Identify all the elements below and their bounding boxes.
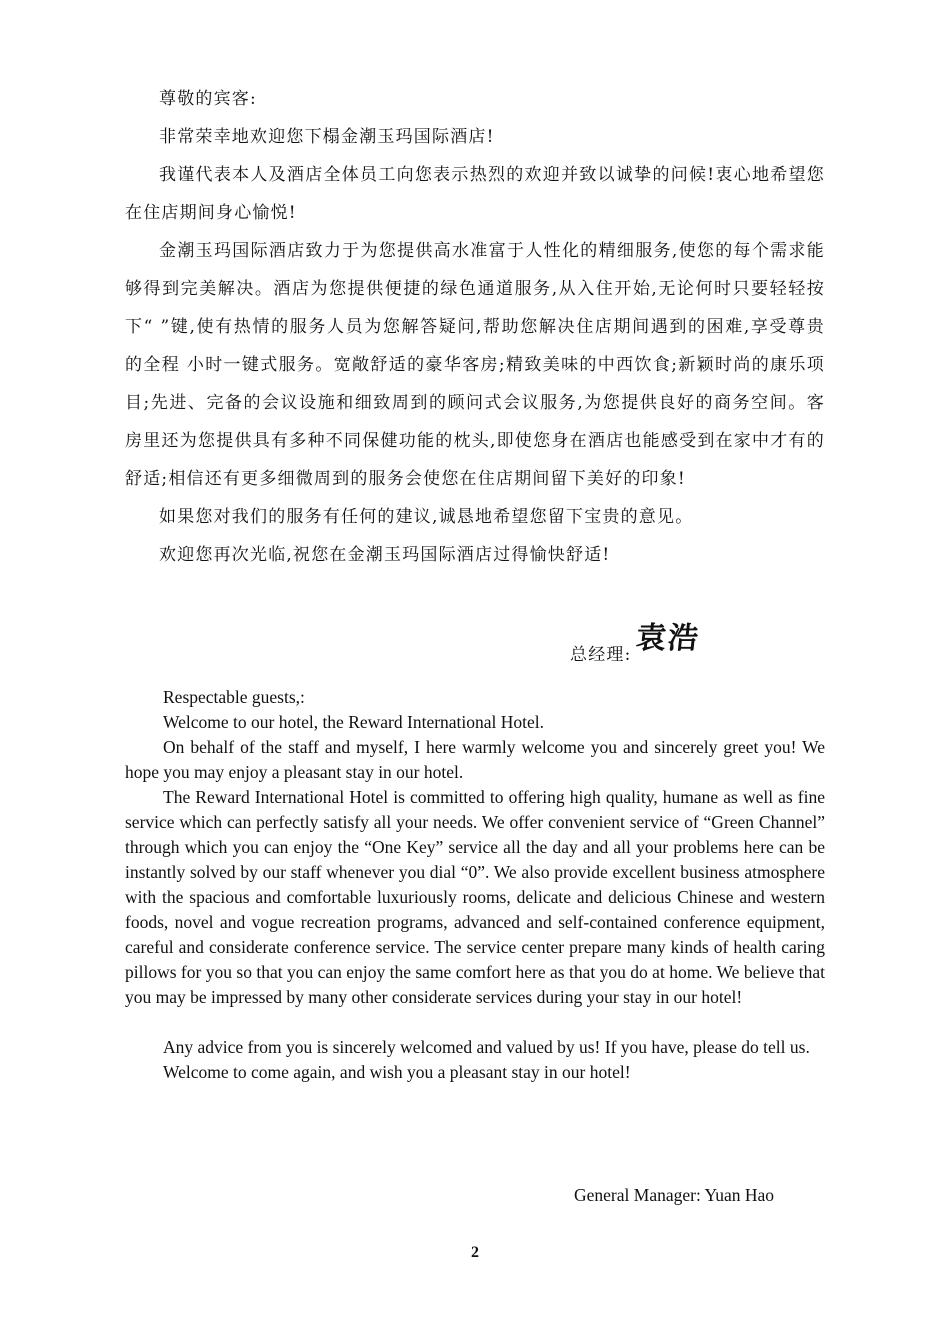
chinese-body: 金潮玉玛国际酒店致力于为您提供高水准富于人性化的精细服务,使您的每个需求能够得到完美解决。酒店为您提供便捷的绿色通道服务,从入住开始,无论何时只要轻轻按下“ ”键,使有热情的服务人员为您解答疑问,帮助您解决住店期间遇到的困难,享受尊贵的全程 小时一键式服务。宽敞舒适的豪华客房;精致美味的中西饮食;新颖时尚的康乐项目;先进、完备的会议设施和细致周到的顾问式会议服务,为您提供良好的商务空间。客房里还为您提供具有多种不同保健功能的枕头,即使您身在酒店也能感受到在家中才有的舒适;相信还有更多细微周到的服务会使您在住店期间留下美好的印象!	[125, 241, 825, 489]
english-farewell: Welcome to come again, and wish you a pleasant stay in our hotel!	[163, 1062, 631, 1082]
english-greeting: On behalf of the staff and myself, I here warmly welcome you and sincerely greet you! We hope you may enjoy a pleasant stay in our hotel.	[125, 737, 825, 782]
chinese-advice: 如果您对我们的服务有任何的建议,诚恳地希望您留下宝贵的意见。	[159, 507, 694, 527]
chinese-welcome: 非常荣幸地欢迎您下榻金潮玉玛国际酒店!	[159, 127, 495, 147]
english-body: The Reward International Hotel is committed to offering high quality, humane as well as fine service which can perfectly satisfy all your needs. We offer convenient service of “Green Channel” through which you can enjoy the “One Key” service all the day and all your problems here can be instantly solved by our staff whenever you dial “0”. We also provide excellent business atmosphere with the spacious and comfortable luxuriously rooms, delicate and delicious Chinese and western foods, novel and vogue recreation programs, advanced and self-contained conference equipment, careful and considerate conference service. The service center prepare many kinds of health caring pillows for you so that you can enjoy the same comfort here as that you do at home. We believe that you may be impressed by many other considerate services during your stay in our hotel!	[125, 787, 825, 1007]
english-salutation: Respectable guests,:	[163, 687, 305, 707]
english-advice: Any advice from you is sincerely welcomed and valued by us! If you have, please do tell us.	[163, 1037, 810, 1057]
chinese-signature-block	[570, 621, 702, 674]
chinese-farewell: 欢迎您再次光临,祝您在金潮玉玛国际酒店过得愉快舒适!	[159, 545, 611, 565]
handwritten-signature: 袁浩	[633, 621, 702, 656]
chinese-letter	[125, 80, 825, 574]
english-welcome: Welcome to our hotel, the Reward International Hotel.	[163, 712, 545, 732]
chinese-greeting: 我谨代表本人及酒店全体员工向您表示热烈的欢迎并致以诚挚的问候!衷心地希望您在住店期间身心愉悦!	[125, 165, 825, 223]
page-number: 2	[471, 1244, 479, 1261]
english-signature: General Manager: Yuan Hao	[574, 1185, 775, 1205]
english-letter	[125, 685, 825, 1085]
chinese-signature-label: 总经理:	[570, 645, 632, 665]
chinese-salutation: 尊敬的宾客:	[159, 89, 257, 109]
